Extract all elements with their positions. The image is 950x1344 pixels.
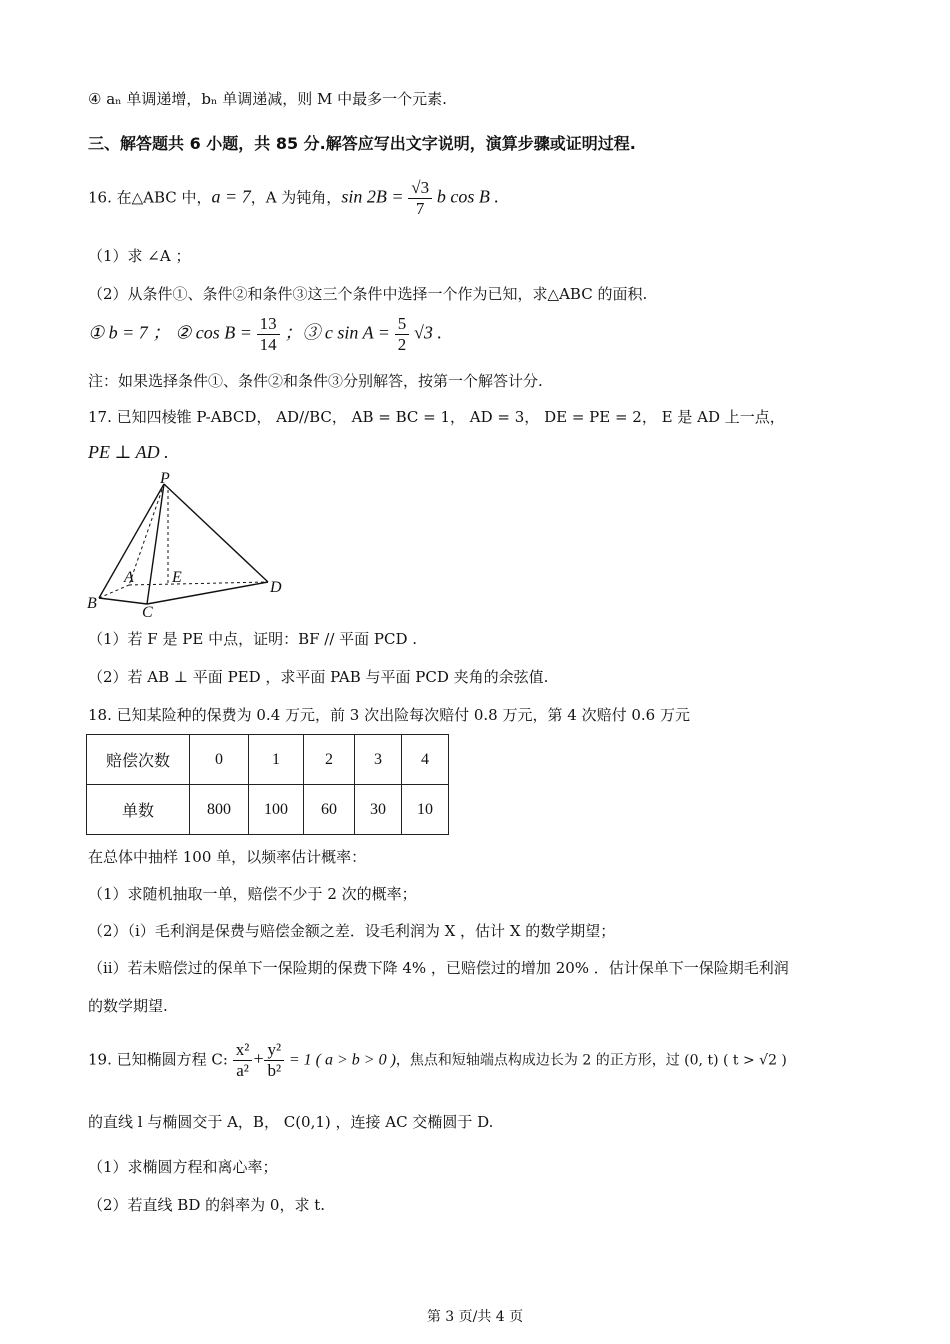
q16-cond1: ① b = 7 ； (88, 322, 171, 343)
q16-sin: sin 2B = (341, 186, 404, 207)
q18-after-table: 在总体中抽样 100 单，以频率估计概率： (88, 848, 367, 866)
q16-part2: （2）从条件①、条件②和条件③这三个条件中选择一个作为已知，求△ABC 的面积. (88, 285, 648, 303)
table-cell: 100 (249, 785, 304, 835)
q18-part2: （2）（i）毛利润是保费与赔偿金额之差．设毛利润为 X ，估计 X 的数学期望； (88, 922, 616, 940)
q16-cond3: ；③ c sin A = (284, 322, 390, 343)
table-cell: 30 (355, 785, 402, 835)
label-D: D (270, 579, 282, 596)
edge-PC (147, 484, 164, 604)
section-heading: 三、解答题共 6 小题，共 85 分.解答应写出文字说明，演算步骤或证明过程. (88, 134, 636, 153)
table-cell: 60 (304, 785, 355, 835)
q19-frac-x: $\frac{\text{x²}}{\text{a²}}$ (233, 1040, 253, 1081)
q16-a-value: a = 7 (211, 186, 251, 207)
edge-PA (129, 484, 164, 585)
q17-stem-line2: PE ⊥ AD . (88, 442, 169, 462)
claims-table (86, 734, 449, 835)
table-row (87, 785, 449, 835)
table-cell: 3 (355, 735, 402, 785)
table-cell: 2 (304, 735, 355, 785)
label-P: P (160, 470, 170, 487)
label-E: E (172, 569, 182, 586)
q16-cond2: ② cos B = (175, 322, 252, 343)
edge-BC (99, 598, 147, 604)
q16-cond2-fraction: $\frac{13}{14}$ (257, 314, 280, 355)
pyramid-figure (84, 470, 304, 620)
q19-part1: （1）求椭圆方程和离心率； (88, 1158, 278, 1176)
q16-part1: （1）求 ∠A ； (88, 247, 191, 265)
q17-stem: 17. 已知四棱锥 P-ABCD， AD//BC， AB = BC = 1， AD = 3， DE = PE = 2， E 是 AD 上一点， (88, 408, 785, 426)
q19-rest: ，焦点和短轴端点构成边长为 2 的正方形，过 (0, t) ( t > √2 ) (395, 1052, 787, 1069)
q16-prefix: 16. 在△ABC 中， (88, 188, 212, 207)
label-C: C (142, 604, 153, 620)
edge-CD (147, 582, 268, 604)
q18-part1: （1）求随机抽取一单，赔偿不少于 2 次的概率； (88, 885, 417, 903)
q19-equation: = 1 ( a > b > 0 ) (288, 1051, 396, 1069)
table-cell: 单数 (87, 785, 190, 835)
table-cell: 0 (190, 735, 249, 785)
q19-stem-line2: 的直线 l 与椭圆交于 A，B， C(0,1) ，连接 AC 交椭圆于 D. (88, 1113, 494, 1131)
q19-plus: + (252, 1048, 265, 1069)
page-footer: 第 3 页/共 4 页 (426, 1309, 524, 1325)
label-A: A (124, 569, 134, 586)
q18-stem: 18. 已知某险种的保费为 0.4 万元，前 3 次出险每次赔付 0.8 万元，第 4 次赔付 0.6 万元 (88, 706, 690, 724)
q18-part3: （ii）若未赔偿过的保单下一保险期的保费下降 4% ，已赔偿过的增加 20% ．估计保单下一保险期毛利润 (88, 959, 789, 977)
q16-fraction: $\frac{√3}{7}$ (408, 178, 432, 219)
prev-question-continuation: ④ aₙ 单调递增，bₙ 单调递减，则 M 中最多一个元素. (88, 90, 447, 108)
q17-part1: （1）若 F 是 PE 中点，证明：BF // 平面 PCD . (88, 630, 418, 648)
q19-prefix: 19. 已知椭圆方程 C: (88, 1050, 228, 1069)
table-cell: 4 (402, 735, 449, 785)
table-cell: 赔偿次数 (87, 735, 190, 785)
q16-mid: ，A 为钝角， (250, 188, 342, 207)
edge-PD (164, 484, 268, 582)
q19-part2: （2）若直线 BD 的斜率为 0，求 t. (88, 1196, 326, 1214)
q19-frac-y: $\frac{\text{y²}}{\text{b²}}$ (264, 1040, 284, 1081)
table-row (87, 735, 449, 785)
q16-stem (88, 178, 499, 219)
table-cell: 800 (190, 785, 249, 835)
table-cell: 1 (249, 735, 304, 785)
q17-part2: （2）若 AB ⊥ 平面 PED ，求平面 PAB 与平面 PCD 夹角的余弦值. (88, 668, 549, 686)
label-B: B (87, 595, 97, 612)
q18-part3-cont: 的数学期望. (88, 997, 168, 1015)
q16-conditions (88, 314, 442, 355)
table-cell: 10 (402, 785, 449, 835)
q16-cond3-tail: √3 . (413, 322, 442, 343)
q16-note: 注：如果选择条件①、条件②和条件③分别解答，按第一个解答计分. (88, 372, 543, 390)
q16-cond3-fraction: $\frac{5}{2}$ (395, 314, 410, 355)
q19-stem (88, 1040, 787, 1081)
q16-tail: b cos B . (436, 186, 499, 207)
